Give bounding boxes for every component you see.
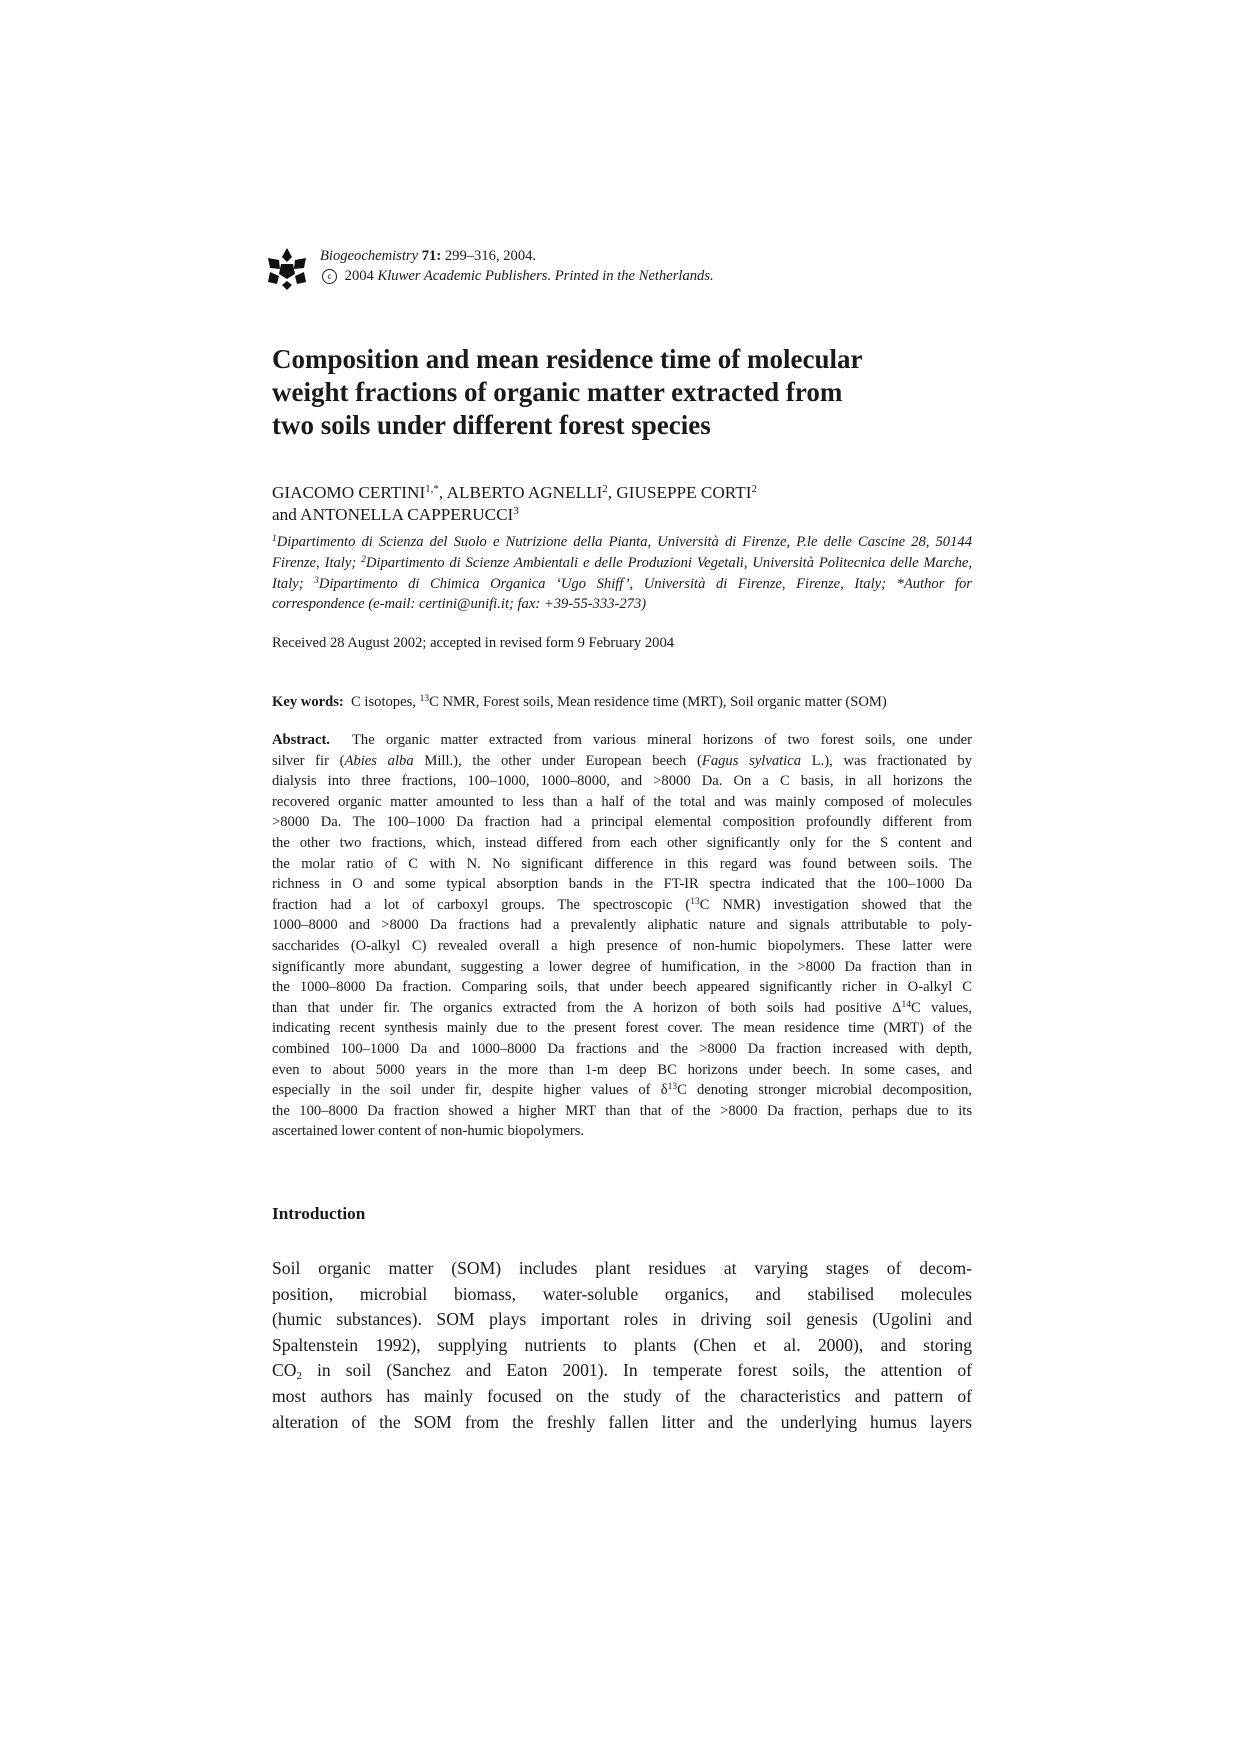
- body-line: (humic substances). SOM plays important roles in driving soil genesis (Ugolini and: [272, 1309, 972, 1330]
- body-line: most authors has mainly focused on the study of the characteristics and pattern of: [272, 1385, 972, 1406]
- section-heading-introduction: Introduction: [272, 1204, 366, 1223]
- abstract-label: Abstract.: [272, 732, 330, 748]
- abstract-line: the molar ratio of C with N. No significant difference in this regard was found between soils. The: [272, 855, 972, 872]
- keywords-text: C NMR, Forest soils, Mean residence time (MRT), Soil organic matter (SOM): [429, 694, 887, 710]
- body-line: Soil organic matter (SOM) includes plant residues at varying stages of decom-: [272, 1258, 972, 1278]
- abstract-text: L.), was fractionated by: [801, 752, 972, 769]
- isotope-mark: 13: [690, 896, 700, 907]
- author-name: ANTONELLA CAPPERUCCI: [300, 505, 514, 524]
- abstract-text: C denoting stronger microbial decomposition,: [677, 1082, 972, 1099]
- affiliation-text: Dipartimento di Chimica Organica ‘Ugo Shiff’, Università di Firenze, Firenze, Italy; *Author for correspondence (e-mail: certini@unifi.it; fax: +39-55-333-273): [272, 575, 972, 613]
- abstract-line: ascertained lower content of non-humic biopolymers.: [272, 1123, 585, 1140]
- journal-name: Biogeochemistry: [320, 248, 419, 264]
- abstract-line: the 1000–8000 Da fraction. Comparing soils, that under beech appeared significantly richer in O-alkyl C: [272, 979, 972, 996]
- keywords-text: C isotopes,: [351, 694, 420, 710]
- abstract-text: Mill.), the other under European beech (: [413, 752, 702, 769]
- abstract-line: combined 100–1000 Da and 1000–8000 Da fractions and the >8000 Da fraction increased with depth,: [272, 1040, 972, 1057]
- author-affiliation-mark: 2: [751, 483, 757, 495]
- journal-pages: 299–316, 2004.: [444, 248, 537, 264]
- author-conjunction: and: [272, 505, 301, 524]
- title-line: two soils under different forest species: [272, 410, 711, 440]
- affiliation-mark: 2: [361, 554, 366, 565]
- received-dates: Received 28 August 2002; accepted in revised form 9 February 2004: [272, 635, 675, 651]
- abstract-line: [272, 1080, 972, 1101]
- abstract-line: [272, 895, 972, 916]
- author-name: GIACOMO CERTINI: [272, 483, 426, 502]
- affiliation-mark: 1: [272, 534, 277, 544]
- author-list: [272, 482, 972, 526]
- abstract: [272, 730, 972, 1142]
- affiliation-text: Dipartimento di Scienze Ambientali e delle Produzioni Vegetali, Università Politecnica delle Marche, Italy;: [272, 554, 972, 592]
- copyright-icon: c: [322, 269, 337, 284]
- author-separator: ,: [438, 483, 447, 502]
- abstract-line: >8000 Da. The 100–1000 Da fraction had a principal elemental composition profoundly different from: [272, 814, 972, 831]
- author-separator: ,: [607, 483, 617, 502]
- author-affiliation-mark: 3: [513, 505, 519, 517]
- abstract-text: especially in the soil under fir, despite higher values of δ: [272, 1082, 668, 1099]
- isotope-mark: 13: [667, 1082, 678, 1093]
- abstract-line: richness in O and some typical absorption bands in the FT-IR spectra indicated that the 100–1000 Da: [272, 876, 972, 893]
- author-affiliation-mark: 2: [602, 483, 608, 495]
- abstract-line: [272, 998, 972, 1019]
- abstract-text: than that under fir. The organics extracted from the A horizon of both soils had positive Δ: [272, 999, 902, 1016]
- introduction-body: [272, 1256, 972, 1435]
- affiliation-text: Dipartimento di Scienza del Suolo e Nutrizione della Pianta, Università di Firenze, P.le delle Cascine 28, 50144 Firenze, Italy;: [272, 534, 972, 571]
- keywords-isotope-mark: 13: [419, 694, 430, 704]
- body-line: Spaltenstein 1992), supplying nutrients to plants (Chen et al. 2000), and storing: [272, 1334, 972, 1355]
- abstract-text: C NMR) investigation showed that the: [699, 896, 972, 913]
- body-text: in soil (Sanchez and Eaton 2001). In temperate forest soils, the attention of: [301, 1360, 972, 1381]
- abstract-text: fraction had a lot of carboxyl groups. The spectroscopic (: [272, 896, 691, 913]
- author-name: GIUSEPPE CORTI: [616, 483, 752, 502]
- keywords-label: Key words:: [272, 694, 344, 710]
- author-name: ALBERTO AGNELLI: [446, 483, 603, 502]
- journal-header: [272, 246, 972, 292]
- isotope-mark: 14: [901, 999, 911, 1010]
- body-line: [272, 1358, 972, 1384]
- keywords: [272, 692, 982, 712]
- author-affiliation-mark: 1,*: [425, 483, 439, 495]
- abstract-line: the 100–8000 Da fraction showed a higher MRT than that of the >8000 Da fraction, perhaps due to its: [272, 1102, 972, 1119]
- title-line: Composition and mean residence time of molecular: [272, 344, 863, 374]
- abstract-line: significantly more abundant, suggesting a lower degree of humification, in the >8000 Da fraction than in: [272, 958, 972, 975]
- title-line: weight fractions of organic matter extracted from: [272, 377, 843, 407]
- publisher-line: Kluwer Academic Publishers. Printed in the Netherlands.: [377, 268, 714, 284]
- journal-citation-line1: [320, 246, 714, 266]
- copyright-year: 2004: [344, 268, 374, 284]
- paper-title: [272, 343, 972, 442]
- abstract-line: even to about 5000 years in the more than 1-m deep BC horizons under beech. In some cases, and: [272, 1061, 972, 1078]
- abstract-text: C values,: [910, 999, 972, 1016]
- abstract-line: dialysis into three fractions, 100–1000, 1000–8000, and >8000 Da. On a C basis, in all horizons the: [272, 773, 972, 790]
- subscript: 2: [296, 1370, 302, 1383]
- body-text: CO: [272, 1360, 297, 1381]
- abstract-line: [272, 730, 972, 751]
- kluwer-logo-icon: [268, 248, 306, 290]
- body-line: position, microbial biomass, water-soluble organics, and stabilised molecules: [272, 1283, 972, 1304]
- journal-volume: 71:: [421, 248, 442, 264]
- abstract-line: recovered organic matter amounted to less than a half of the total and was mainly composed of molecules: [272, 793, 972, 810]
- abstract-line: the other two fractions, which, instead differed from each other significantly only for the S content and: [272, 834, 972, 851]
- affiliations: [272, 532, 972, 615]
- abstract-line: indicating recent synthesis mainly due to the present forest cover. The mean residence time (MRT) of the: [272, 1020, 972, 1037]
- journal-citation-line2: [320, 266, 714, 286]
- abstract-text: silver fir (: [272, 752, 345, 769]
- species-name: Fagus sylvatica: [701, 752, 802, 769]
- affiliation-mark: 3: [314, 575, 319, 586]
- abstract-line: [272, 751, 972, 772]
- species-name: Abies alba: [344, 752, 414, 769]
- abstract-line: saccharides (O-alkyl C) revealed overall a high presence of non-humic biopolymers. These latter were: [272, 937, 972, 954]
- journal-citation: [320, 246, 714, 286]
- abstract-text: The organic matter extracted from various mineral horizons of two forest soils, one under: [352, 732, 972, 748]
- abstract-line: 1000–8000 and >8000 Da fractions had a prevalently aliphatic nature and signals attributable to poly-: [272, 917, 972, 934]
- body-line: alteration of the SOM from the freshly fallen litter and the underlying humus layers: [272, 1411, 972, 1432]
